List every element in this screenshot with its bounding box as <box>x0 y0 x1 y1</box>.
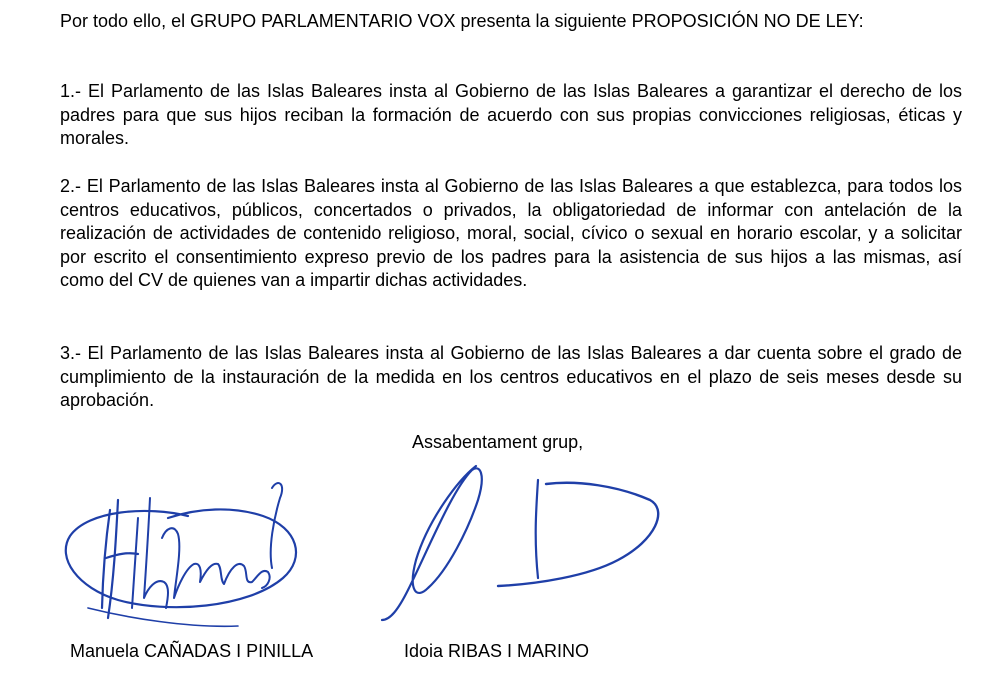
signature-1-icon <box>58 458 308 636</box>
signatory-name-1: Manuela CAÑADAS I PINILLA <box>70 641 314 661</box>
signature-2-icon <box>368 460 668 630</box>
signatory-name-2: Idoia RIBAS I MARINO <box>404 641 590 661</box>
proposal-point-3: 3.- El Parlamento de las Islas Baleares insta al Gobierno de las Islas Baleares a dar cuenta sobre el grado de cumplimiento de la instauración de la medida en los centros educativos en el plazo de seis meses desde su aprobación. <box>60 343 962 410</box>
proposal-point-2: 2.- El Parlamento de las Islas Baleares insta al Gobierno de las Islas Baleares a que establezca, para todos los centros educativos, públicos, concertados o privados, la obligatoriedad de informar con antelación de la realización de actividades de contenido religioso, moral, social, cívico o sexual en horario escolar, y a solicitar por escrito el consentimiento expreso previo de los padres para la asistencia de sus hijos a las mismas, así como del CV de quienes van a impartir dichas actividades. <box>60 176 962 290</box>
closing-text: Assabentament grup, <box>412 432 584 452</box>
proposal-point-1: 1.- El Parlamento de las Islas Baleares insta al Gobierno de las Islas Baleares a garantizar el derecho de los padres para que sus hijos reciban la formación de acuerdo con sus propias convicciones religiosas, éticas y morales. <box>60 81 962 148</box>
intro-paragraph: Por todo ello, el GRUPO PARLAMENTARIO VOX presenta la siguiente PROPOSICIÓN NO DE LEY: <box>60 11 864 31</box>
